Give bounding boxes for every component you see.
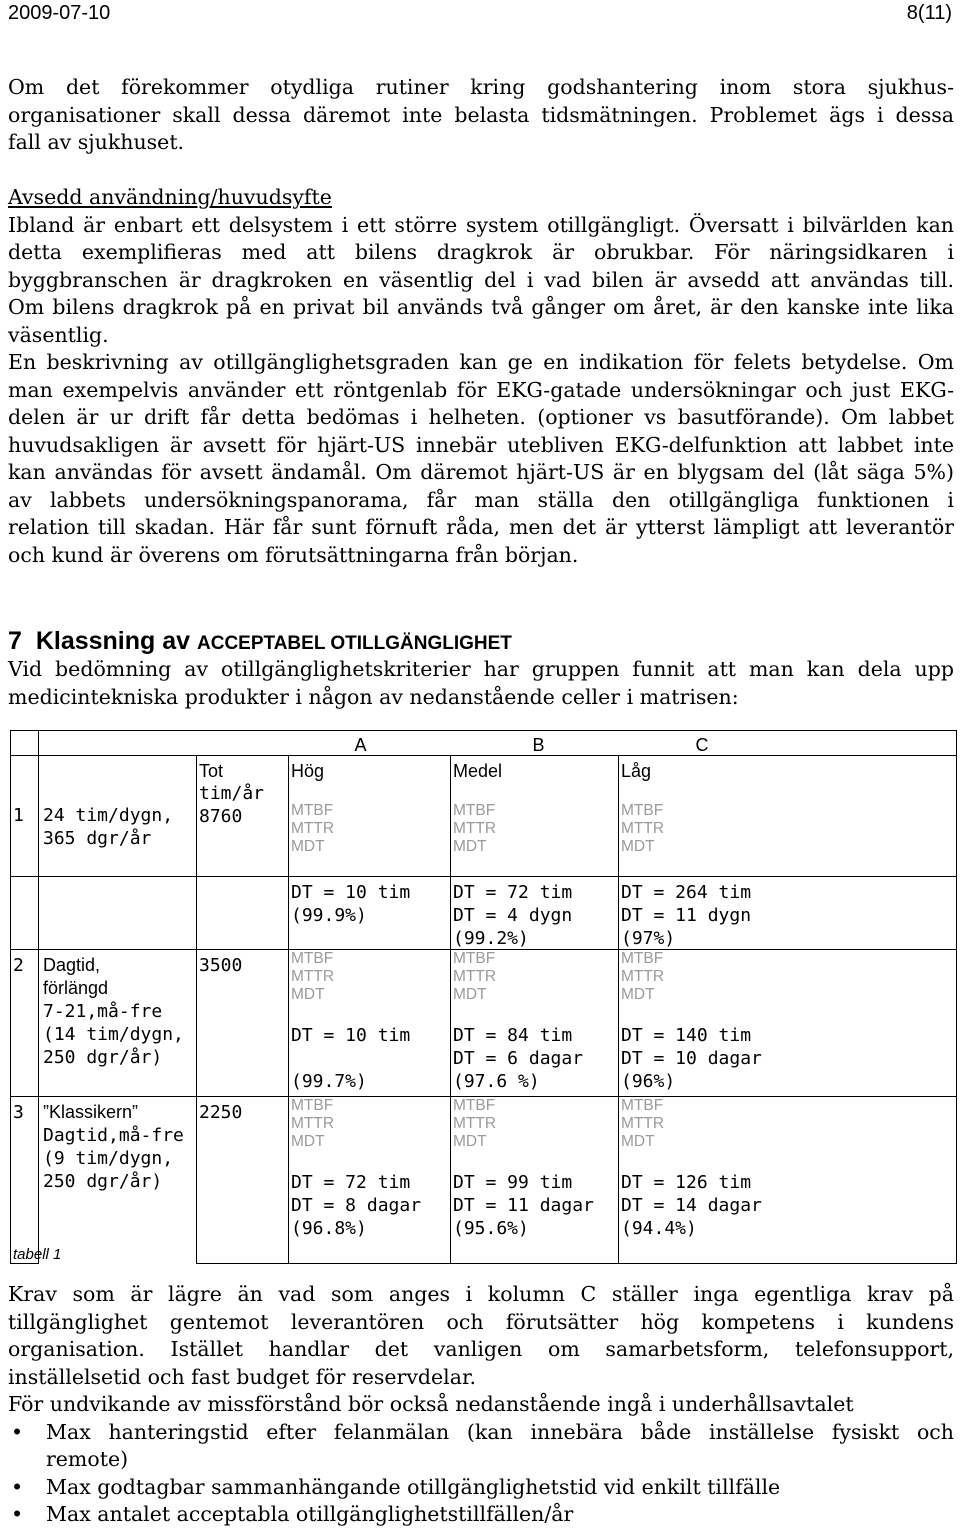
dt-percent: (99.7%) [291, 1071, 367, 1092]
intro-paragraph-3 [8, 349, 954, 569]
level-label-low: Låg [621, 761, 652, 781]
section-number: 7 [8, 627, 22, 655]
dt-percent: (94.4%) [621, 1218, 697, 1239]
bullet-icon: • [11, 1502, 24, 1526]
row-label-line: 365 dgr/år [43, 828, 152, 849]
row-label-line: förlängd [43, 978, 109, 998]
text-line: Om det förekommer otydliga rutiner kring godshantering inom stora sjukhus- [8, 75, 954, 99]
text-line: delen är ur drift får detta bedömas i helheten. (optioner vs basutförande). Om labbet [8, 405, 954, 429]
dt-value: DT = 10 tim [291, 1025, 411, 1046]
row-label-line: 250 dgr/år) [43, 1047, 163, 1068]
dt-percent: (95.6%) [453, 1218, 529, 1239]
text-line: tillgänglighet gentemot leverantören och förutsätter hög kompetens i kundens [8, 1309, 954, 1334]
row-label-line: ”Klassikern” [43, 1102, 139, 1122]
dt-value: DT = 72 tim [291, 1172, 411, 1193]
column-letter-c: C [695, 735, 709, 755]
mdt-label: MDT [453, 838, 487, 855]
mtbf-label: MTBF [291, 1097, 334, 1114]
mttr-label: MTTR [291, 1115, 335, 1132]
row-label-line: 24 tim/dygn, [43, 805, 174, 826]
text-line: En beskrivning av otillgänglighetsgraden kan ge en indikation för felets betydelse. Om [8, 350, 954, 374]
section-title-caps: ACCEPTABEL OTILLGÄNGLIGHET [197, 633, 512, 654]
tot-value: 8760 [199, 806, 243, 827]
list-item [8, 1419, 954, 1474]
mtbf-label: MTBF [453, 1097, 496, 1114]
text-line: medicintekniska produkter i någon av nedanstående celler i matrisen: [8, 684, 739, 709]
text-line: Ibland är enbart ett delsystem i ett större system otillgängligt. Översatt i bilvärlden kan [8, 212, 954, 237]
text-line: inställelsetid och fast budget för reservdelar. [8, 1364, 477, 1389]
mttr-label: MTTR [621, 968, 665, 985]
tot-value: 2250 [199, 1102, 243, 1123]
text-line: Vid bedömning av otillgänglighetskriterier har gruppen funnit att man kan dela upp [8, 657, 954, 681]
text-line: man exempelvis använder ett röntgenlab för EKG-gatade undersökningar och just EKG- [8, 377, 954, 402]
mtbf-label: MTBF [291, 802, 334, 819]
text-line: Om bilens dragkrok på en privat bil används två gånger om året, är den kanske inte lika [8, 295, 954, 319]
outro-paragraph-1 [8, 1281, 954, 1529]
row-number: 3 [13, 1102, 24, 1123]
mttr-label: MTTR [621, 820, 665, 837]
row-label-line: Dagtid, [43, 955, 101, 975]
dt-value: DT = 126 tim [621, 1172, 752, 1193]
dt-percent: (97.6 %) [453, 1071, 540, 1092]
header-page-number: 8(11) [906, 2, 952, 24]
dt-value: DT = 4 dygn [453, 905, 573, 926]
section-title: Klassning av [35, 627, 191, 655]
mtbf-label: MTBF [621, 950, 664, 967]
bullet-icon: • [11, 1419, 24, 1444]
dt-value: DT = 14 dagar [621, 1195, 762, 1216]
dt-value: DT = 72 tim [453, 882, 573, 903]
text-line: byggbranschen är dragkroken en väsentlig del i vad bilen är avsedd att användas till. [8, 267, 954, 292]
dt-value: DT = 6 dagar [453, 1048, 584, 1069]
text-line: detta exemplifieras med att bilens dragkrok är obrukbar. För näringsidkaren i [8, 240, 954, 264]
column-letter-b: B [532, 735, 545, 755]
header-date: 2009-07-10 [8, 2, 111, 24]
section-lead [8, 656, 954, 711]
row-label-line: 250 dgr/år) [43, 1171, 163, 1192]
intro-paragraph-2 [8, 184, 954, 349]
text-line: För undvikande av missförstånd bör också nedanstående ingå i underhållsavtalet [8, 1392, 854, 1416]
dt-percent: (97%) [621, 928, 676, 949]
mtbf-label: MTBF [291, 950, 334, 967]
dt-value: DT = 264 tim [621, 882, 752, 903]
text-line: kan användas för avsett ändamål. Om däremot hjärt-US är en blygsam del (låt säga 5%) [8, 460, 954, 484]
row-label-line: (14 tim/dygn, [43, 1024, 184, 1045]
dt-value: DT = 8 dagar [291, 1195, 422, 1216]
dt-value: DT = 10 dagar [621, 1048, 762, 1069]
dt-value: DT = 140 tim [621, 1025, 752, 1046]
table-caption: tabell 1 [13, 1246, 62, 1263]
dt-percent: (96.8%) [291, 1218, 367, 1239]
text-line: huvudsakligen är avsett för hjärt-US innebär utebliven EKG-delfunktion att labbet inte [8, 432, 954, 457]
intro-paragraph-1 [8, 74, 954, 157]
row-number: 2 [13, 955, 24, 976]
mtbf-label: MTBF [621, 1097, 664, 1114]
mttr-label: MTTR [453, 968, 497, 985]
availability-matrix [10, 730, 957, 1264]
row-number: 1 [13, 805, 24, 826]
level-label-medium: Medel [453, 761, 503, 781]
dt-percent: (96%) [621, 1071, 676, 1092]
mttr-label: MTTR [291, 820, 335, 837]
dt-percent: (99.2%) [453, 928, 529, 949]
mdt-label: MDT [621, 838, 655, 855]
dt-value: DT = 99 tim [453, 1172, 573, 1193]
column-letter-a: A [354, 735, 367, 755]
mtbf-label: MTBF [621, 802, 664, 819]
mdt-label: MDT [291, 1133, 325, 1150]
dt-value: DT = 11 dagar [453, 1195, 594, 1216]
dt-percent: (99.9%) [291, 905, 367, 926]
text-line: Max hanteringstid efter felanmälan (kan innebära både inställelse fysiskt och [46, 1419, 954, 1444]
text-line: organisationer skall dessa däremot inte belasta tidsmätningen. Problemet ägs i dessa [8, 102, 954, 127]
text-line: organisation. Istället handlar det vanligen om samarbetsform, telefonsupport, [8, 1337, 954, 1361]
text-line: relation till skadan. Här får sunt förnuft råda, men det är ytterst lämpligt att leverantör [8, 515, 954, 539]
text-line: och kund är överens om förutsättningarna från början. [8, 542, 579, 567]
mdt-label: MDT [291, 986, 325, 1003]
text-line: remote) [46, 1447, 129, 1471]
mdt-label: MDT [453, 986, 487, 1003]
tot-header-line: tim/år [199, 783, 265, 804]
dt-value: DT = 11 dygn [621, 905, 752, 926]
text-line: väsentlig. [8, 322, 109, 347]
mdt-label: MDT [621, 986, 655, 1003]
tot-value: 3500 [199, 955, 243, 976]
tot-header-line: Tot [199, 761, 224, 781]
mtbf-label: MTBF [453, 950, 496, 967]
sub-heading: Avsedd användning/huvudsyfte [8, 185, 332, 209]
text-line: av labbets undersökningspanorama, får man ställa den otillgängliga funktionen i [8, 487, 954, 512]
mdt-label: MDT [621, 1133, 655, 1150]
dt-value: DT = 84 tim [453, 1025, 573, 1046]
mtbf-label: MTBF [453, 802, 496, 819]
list-item [8, 1501, 954, 1529]
mdt-label: MDT [453, 1133, 487, 1150]
row-label-line: (9 tim/dygn, [43, 1148, 174, 1169]
text-line: fall av sjukhuset. [8, 130, 185, 154]
mttr-label: MTTR [621, 1115, 665, 1132]
bullet-icon: • [11, 1474, 24, 1499]
text-line: Krav som är lägre än vad som anges i kolumn C ställer inga egentliga krav på [8, 1282, 954, 1306]
row-label-line: Dagtid,må-fre [43, 1125, 184, 1146]
text-line: Max antalet acceptabla otillgänglighetstillfällen/år [46, 1502, 574, 1526]
list-item [8, 1474, 954, 1502]
requirements-list [8, 1419, 954, 1529]
row-label-line: 7-21,må-fre [43, 1001, 163, 1022]
text-line: Max godtagbar sammanhängande otillgänglighetstid vid enkilt tillfälle [46, 1474, 781, 1499]
mdt-label: MDT [291, 838, 325, 855]
mttr-label: MTTR [453, 1115, 497, 1132]
mttr-label: MTTR [291, 968, 335, 985]
level-label-high: Hög [291, 761, 325, 781]
dt-value: DT = 10 tim [291, 882, 411, 903]
mttr-label: MTTR [453, 820, 497, 837]
section-heading [8, 627, 954, 658]
